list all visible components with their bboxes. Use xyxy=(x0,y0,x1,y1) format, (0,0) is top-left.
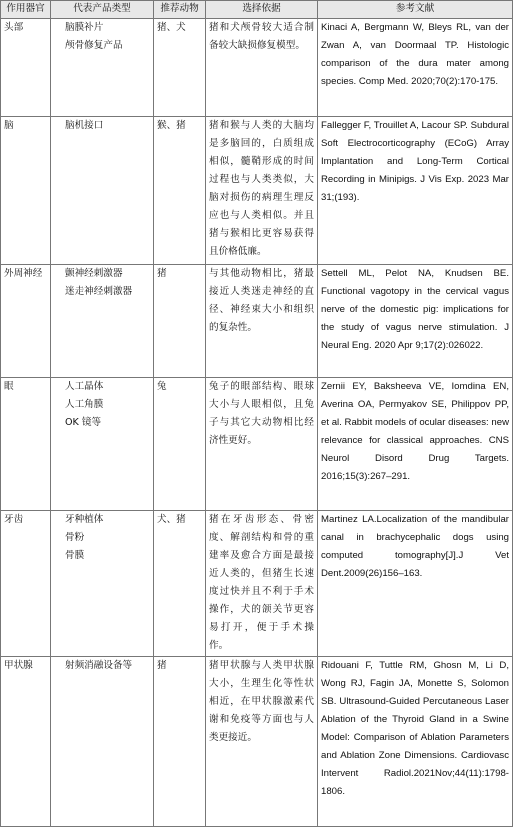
header-reference: 参考文献 xyxy=(318,1,513,19)
table-header xyxy=(1,1,513,19)
organ-cell: 脑 xyxy=(1,117,51,265)
reference-cell: Fallegger F, Trouillet A, Lacour SP. Subdural Soft Electrocorticography (ECoG) Array Implantation and Long-Term Cortical Recording in Minipigs. J Vis Exp. 2023 Mar 31;(193). xyxy=(318,117,513,265)
animal-cell: 猴、猪 xyxy=(154,117,206,265)
header-organ: 作用器官 xyxy=(1,1,51,19)
animal-cell: 猪 xyxy=(154,657,206,827)
basis-cell: 猪和猴与人类的大脑均是多脑回的，白质组成相似，髓鞘形成的时间过程也与人类类似，大脑对损伤的病理生理反应也与人类相似。并且猪与猴相比更容易获得且价格低廉。 xyxy=(206,117,318,265)
product-cell xyxy=(51,265,154,378)
reference-cell: Settell ML, Pelot NA, Knudsen BE. Functional vagotopy in the cervical vagus nerve of the domestic pig: implications for the study of vagus nerve stimulation. J Neural Eng. 2020 Apr 9;17(2):026022. xyxy=(318,265,513,378)
table-row xyxy=(1,378,513,511)
organ-cell: 眼 xyxy=(1,378,51,511)
product-item: 骨粉 xyxy=(65,532,85,543)
product-item: 迷走神经刺激器 xyxy=(65,286,133,297)
product-item: 颤神经刺激器 xyxy=(65,268,123,279)
product-item: 骨膜 xyxy=(65,550,85,561)
organ-cell: 外周神经 xyxy=(1,265,51,378)
product-cell xyxy=(51,511,154,657)
product-item: 牙种植体 xyxy=(65,514,104,525)
animal-cell: 兔 xyxy=(154,378,206,511)
product-item: OK 镜等 xyxy=(65,417,102,428)
table-row xyxy=(1,657,513,827)
organ-cell: 头部 xyxy=(1,19,51,117)
product-item: 射频消融设备等 xyxy=(65,660,133,671)
animal-cell: 猪 xyxy=(154,265,206,378)
product-cell xyxy=(51,378,154,511)
product-cell xyxy=(51,657,154,827)
product-item: 人工角膜 xyxy=(65,399,104,410)
table-row xyxy=(1,511,513,657)
product-item: 脑机接口 xyxy=(65,120,104,131)
reference-cell: Ridouani F, Tuttle RM, Ghosn M, Li D, Wong RJ, Fagin JA, Monette S, Solomon SB. Ultrasound-Guided Percutaneous Laser Ablation of the Thyroid Gland in a Swine Model: Comparison of Ablation Parameters and Ablation Zone Dimensions. Cardiovasc Intervent Radiol.2021Nov;44(11):1798-1806. xyxy=(318,657,513,827)
table-row xyxy=(1,265,513,378)
product-item: 颅骨修复产品 xyxy=(65,40,123,51)
product-cell xyxy=(51,117,154,265)
header-row xyxy=(1,1,513,19)
product-cell xyxy=(51,19,154,117)
basis-cell: 猪和犬颅骨较大适合制备较大缺损修复模型。 xyxy=(206,19,318,117)
table-row xyxy=(1,19,513,117)
animal-cell: 猪、犬 xyxy=(154,19,206,117)
product-item: 人工晶体 xyxy=(65,381,104,392)
reference-cell: Martinez LA.Localization of the mandibular canal in brachycephalic dogs using computed tomography[J].J Vet Dent.2009(26)156–163. xyxy=(318,511,513,657)
header-product-type: 代表产品类型 xyxy=(51,1,154,19)
product-item: 脑膜补片 xyxy=(65,22,104,33)
organ-cell: 牙齿 xyxy=(1,511,51,657)
animal-cell: 犬、猪 xyxy=(154,511,206,657)
reference-cell: Zernii EY, Baksheeva VE, Iomdina EN, Averina OA, Permyakov SE, Philippov PP, et al. Rabbit models of ocular diseases: new relevance for classical approaches. CNS Neurol Disord Drug Targets. 2016;15(3):267–291. xyxy=(318,378,513,511)
organ-cell: 甲状腺 xyxy=(1,657,51,827)
header-animal: 推荐动物 xyxy=(154,1,206,19)
basis-cell: 猪甲状腺与人类甲状腺大小，生理生化等性状相近，在甲状腺激素代谢和免疫等方面也与人类更接近。 xyxy=(206,657,318,827)
table-row xyxy=(1,117,513,265)
basis-cell: 兔子的眼部结构、眼球大小与人眼相似，且兔子与其它大动物相比经济性更好。 xyxy=(206,378,318,511)
header-basis: 选择依据 xyxy=(206,1,318,19)
basis-cell: 猪在牙齿形态、骨密度、解剖结构和骨的重建率及愈合方面是最接近人类的，但猪生长速度过快并且不利于手术操作，犬的颌关节更容易打开，便于手术操作。 xyxy=(206,511,318,657)
reference-cell: Kinaci A, Bergmann W, Bleys RL, van der Zwan A, van Doormaal TP. Histologic comparison of the dura mater among species. Comp Med. 2020;70(2):170-175. xyxy=(318,19,513,117)
basis-cell: 与其他动物相比，猪最接近人类迷走神经的直径、神经束大小和组织的复杂性。 xyxy=(206,265,318,378)
